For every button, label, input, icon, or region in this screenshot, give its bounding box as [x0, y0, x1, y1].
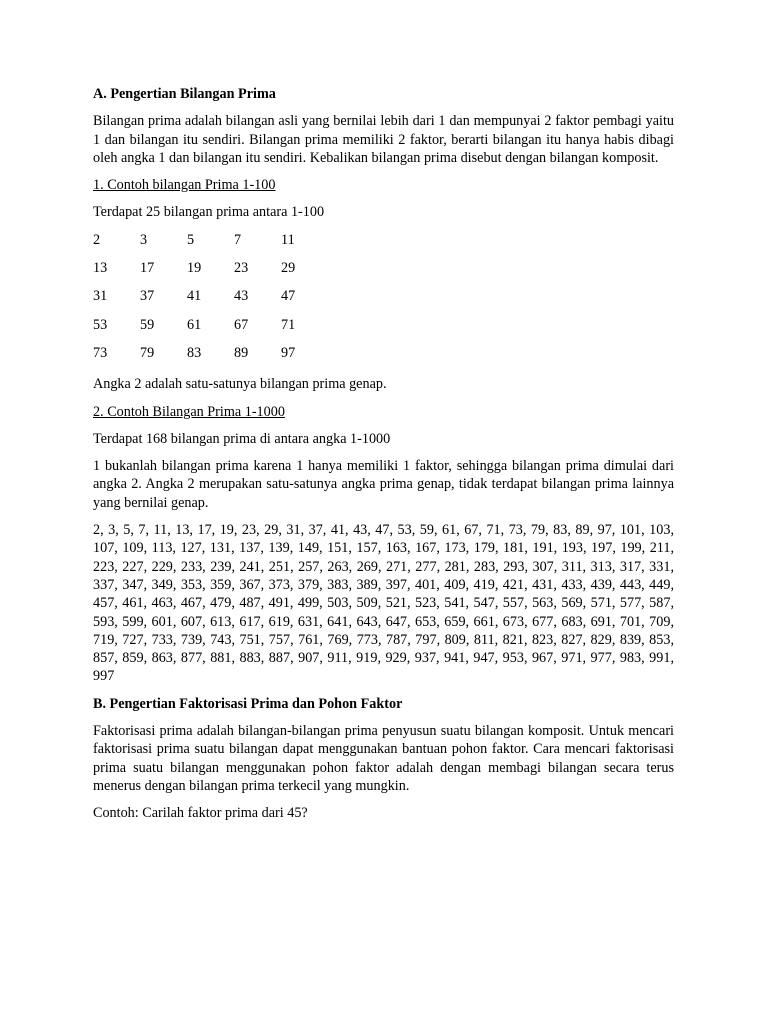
- section-b-example: Contoh: Carilah faktor prima dari 45?: [93, 805, 308, 822]
- table-cell: 47: [281, 288, 296, 305]
- table-cell: 43: [234, 288, 249, 305]
- table-cell: 13: [93, 260, 108, 277]
- table-cell: 53: [93, 316, 108, 333]
- table-cell: 23: [234, 260, 249, 277]
- table-cell: 19: [187, 260, 202, 277]
- section-b-paragraph: Faktorisasi prima adalah bilangan-bilangan prima penyusun suatu bilangan komposit. Untuk mencari faktorisasi prima suatu bilangan dapat menggunakan bantuan pohon faktor. Cara mencari faktorisasi prima suatu bilangan menggunakan pohon faktor adalah dengan membagi bilangan secara terus menerus dengan bilangan prima terkecil yang mungkin.: [93, 723, 674, 794]
- sub2-paragraph: 1 bukanlah bilangan prima karena 1 hanya memiliki 1 faktor, sehingga bilangan prima dimulai dari angka 2. Angka 2 merupakan satu-satunya angka prima genap, tidak terdapat bilangan prima lainnya yang bernilai genap.: [93, 458, 674, 511]
- table-cell: 29: [281, 260, 296, 277]
- table-cell: 79: [140, 344, 155, 361]
- table-cell: 67: [234, 316, 249, 333]
- table-cell: 89: [234, 344, 249, 361]
- table-cell: 73: [93, 344, 108, 361]
- table-row: [93, 287, 328, 315]
- table-cell: 83: [187, 344, 202, 361]
- table-cell: 3: [140, 231, 148, 248]
- table-cell: 2: [93, 231, 101, 248]
- table-cell: 11: [281, 231, 295, 248]
- table-cell: 31: [93, 288, 108, 305]
- sub1-heading: 1. Contoh bilangan Prima 1-100: [93, 177, 276, 194]
- table-cell: 61: [187, 316, 202, 333]
- table-cell: 97: [281, 344, 296, 361]
- table-cell: 37: [140, 288, 155, 305]
- primes-1-1000-list: 2, 3, 5, 7, 11, 13, 17, 19, 23, 29, 31, 37, 41, 43, 47, 53, 59, 61, 67, 71, 73, 79, 83, 89, 97, 101, 103, 107, 109, 113, 127, 131, 137, 139, 149, 151, 157, 163, 167, 173, 179, 181, 191, 193, 197, 199, 211, 223, 227, 229, 233, 239, 241, 251, 257, 263, 269, 271, 277, 281, 283, 293, 307, 311, 313, 317, 331, 337, 347, 349, 353, 359, 367, 373, 379, 383, 389, 397, 401, 409, 419, 421, 431, 433, 439, 443, 449, 457, 461, 463, 467, 479, 487, 491, 499, 503, 509, 521, 523, 541, 547, 557, 563, 569, 571, 577, 587, 593, 599, 601, 607, 613, 617, 619, 631, 641, 643, 647, 653, 659, 661, 673, 677, 683, 691, 701, 709, 719, 727, 733, 739, 743, 751, 757, 761, 769, 773, 787, 797, 809, 811, 821, 823, 827, 829, 839, 853, 857, 859, 863, 877, 881, 883, 887, 907, 911, 919, 929, 937, 941, 947, 953, 967, 971, 977, 983, 991, 997: [93, 522, 674, 685]
- sub1-intro: Terdapat 25 bilangan prima antara 1-100: [93, 204, 325, 221]
- table-cell: 71: [281, 316, 296, 333]
- table-cell: 41: [187, 288, 202, 305]
- section-b-title: B. Pengertian Faktorisasi Prima dan Pohon Faktor: [93, 695, 403, 712]
- sub2-heading: 2. Contoh Bilangan Prima 1-1000: [93, 403, 285, 420]
- table-cell: 5: [187, 231, 195, 248]
- table-row: [93, 316, 328, 344]
- table-row: [93, 259, 328, 287]
- sub1-note: Angka 2 adalah satu-satunya bilangan prima genap.: [93, 376, 387, 393]
- primes-1-100-table: [93, 231, 328, 372]
- table-cell: 59: [140, 316, 155, 333]
- section-a-title: A. Pengertian Bilangan Prima: [93, 86, 276, 102]
- table-cell: 7: [234, 231, 242, 248]
- table-row: [93, 231, 328, 259]
- table-cell: 17: [140, 260, 155, 277]
- table-row: [93, 344, 328, 372]
- section-a-paragraph: Bilangan prima adalah bilangan asli yang bernilai lebih dari 1 dan mempunyai 2 faktor pembagi yaitu 1 dan bilangan itu sendiri. Bilangan prima memiliki 2 faktor, berarti bilangan itu hanya habis dibagi oleh angka 1 dan bilangan itu sendiri. Kebalikan bilangan prima disebut dengan bilangan komposit.: [93, 113, 674, 166]
- sub2-intro: Terdapat 168 bilangan prima di antara angka 1-1000: [93, 430, 391, 447]
